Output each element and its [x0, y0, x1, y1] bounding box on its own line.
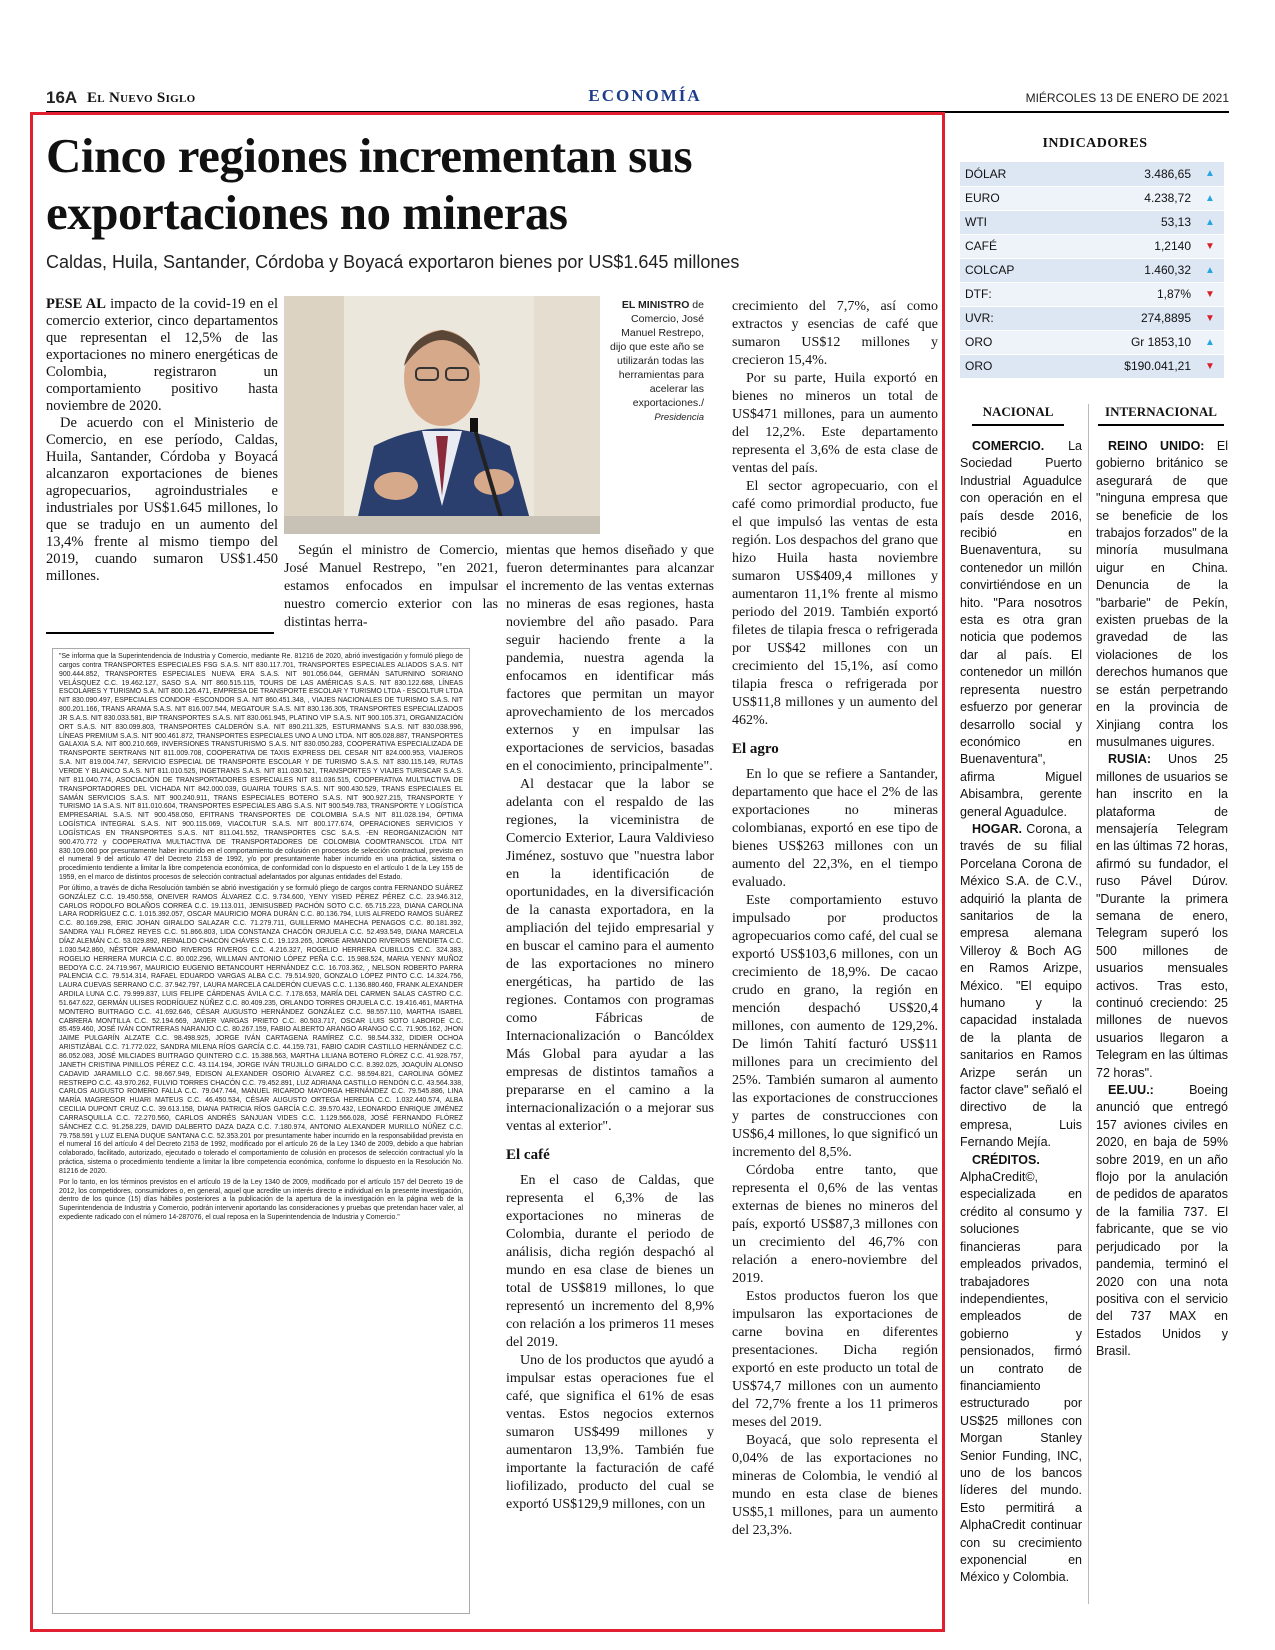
indicator-value: 1,87% [1063, 282, 1196, 306]
indicator-row [960, 162, 1224, 186]
item-lead: HOGAR. [972, 821, 1022, 836]
indicator-row [960, 330, 1224, 354]
item-lead: CRÉDITOS. [972, 1152, 1040, 1167]
item-text: Boeing anunció que entregó 157 aviones civiles en 2020, en baja de 59% sobre 2019, en un año flojo por la anulación de pedidos de aparatos de la familia 737. El fabricante, que se vio perjudicado por la pandemia, terminó el 2020 con una nota positiva con el servicio del 737 MAX en Estados Unidos y Brasil. [1096, 1083, 1228, 1359]
arrow-down-icon: ▼ [1196, 354, 1224, 378]
paragraph: En el caso de Caldas, que representa el 6,3% de las exportaciones no mineras de Colombia, durante el periodo de análisis, dicha región despachó al mundo en esa clase de bienes un total de US$819 millones, lo que representó un incremento del 8,9% con relación a los primeros 11 meses del 2019. [506, 1173, 714, 1350]
legal-paragraph: "Se informa que la Superintendencia de Industria y Comercio, mediante Re. 81216 de 2020, abrió investigación y formuló pliego de cargos contra TRANSPORTES ESPECIALES FSG S.A.S. NIT 830.117.701, TRANSPORTES ESPECIALES ALIADOS S.A.S. NIT 900.444.852, TRANSPORTES ESPECIALES NUEVA ERA S.A.S. NIT 901.056.044, GERMÁN SATURNINO SORIANO VELÁSQUEZ C.C. 19.462.127, SASO S.A. NIT 860.515.115, TOURS DE LAS AMÉRICAS S.A.S. NIT 830.122.688, LÍNEAS ESCOLARES Y TURISMO S.A. NIT 800.126.471, EMPRESA DE TRANSPORTE ESCOLAR Y TURISMO LTDA - ESCOLTUR LTDA NIT 830.090.497, ESPECIALES CONDOR -ESCONDOR S.A. NIT 860.451.348, , VIAJES NACIONALES DE TURISMO S.A.S. NIT 800.201.166, TRANS ARAMA S.A.S. NIT 816.007.544, MEGATOUR S.A.S. NIT 830.136.305, TRANSPORTES ESPECIALIZADOS JR S.A.S. NIT 830.033.581, BIP TRANSPORTES S.A.S. NIT 830.061.945, PLATINO VIP S.A.S. NIT 900.105.371, ORGANIZACIÓN ORT S.A.S. NIT 830.099.803, TRANSPORTES CALDERÓN S.A. NIT 890.211.325, ESTURMANNS S.A.S. NIT 830.038.996, LÍNEAS PREMIUM S.A.S. NIT 900.461.872, TRANSPORTES ESPECIALES UNO A UNO LTDA. NIT 805.028.887, TRANSPORTES GALAXIA S.A. NIT 800.210.669, INVERSIONES TRANSTURISMO S.A.S. NIT 830.050.283, COOPERATIVA ESPECIALIZADA DE TRANSPORTE SERTRANS NIT 811.009.708, COOPERATIVA DE TAXIS EXPRESS DEL CESAR NIT 824.000.953, VIAJEROS S.A. NIT 819.004.747, SERVICIO ESPECIAL DE TRANSPORTE ESCOLAR Y DE TURISMO S.A.S. NIT 830.115.149, RUTAS VERDE Y BLANCO S.A.S. NIT 811.010.525, INGETRANS S.A.S. NIT 811.030.521, TRANSPORTES Y VIAJES TURISCAR S.A.S. NIT 811.040.774, ASOCIACIÓN DE TRANSPORTADORES ESPECIALES NIT 811.036.515, COOPERATIVA MULTIACTIVA DE TRANSPORTADORES DEL VICHADA NIT 842.000.039, GUAIRIA TOURS S.A.S. NIT 900.430.529, TRANS ESPECIALES EL SAMÁN SERVICIOS S.A.S. NIT 900.240.911, TRANS ESPECIALES BOTERO S.A.S. NIT 900.927.215, TRANSPORTE Y TURISMO 1A S.A.S. NIT 811.010.604, TRANSPORTES ESPECIALES ABG S.A.S. NIT 900.549.783, TRANSPORTE Y LOGÍSTICA EMPRESARIAL S.A.S. NIT 900.458.050, EFITRANS TRANSPORTES DE COLOMBIA S.A.S NIT 811.028.194, ÓPTIMA LOGÍSTICA INTEGRAL S.A.S. NIT 900.115.069, VIACOLTUR S.A.S. NIT 800.177.674, OPERACIONES SERVICIOS Y LOGÍSTICAS EN TRANSPORTES S.A.S. NIT 811.041.552, TRANSPORTES CSC S.A.S. -EN REORGANIZACIÓN NIT 900.470.772 y COOPERATIVA MULTIACTIVA DE TRANSPORTADORES DE COLOMBIA COOMTRANSCOL LTDA NIT 830.109.060 por presuntamente haber incurrido en el comportamiento de colusión en procesos de selección contractual, previsto en el numeral 9 del artículo 47 del Decreto 2153 de 1992, y/o por presuntamente haber incurrido en una práctica, sistema o procedimiento tendiente a limitar la libre competencia económica, de conformidad con lo dispuesto en el artículo 1 de la Ley 155 de 1959, en el marco de distintos procesos de selección contractual adelantados por algunas entidades del Estado. [59, 653, 463, 882]
indicator-row [960, 186, 1224, 210]
indicator-name: DTF: [960, 282, 1063, 306]
page-number: 16A [46, 88, 78, 107]
legal-notice [52, 648, 470, 1614]
column-divider [46, 632, 274, 634]
paragraph: Estos productos fueron los que impulsaron las exportaciones de carne bovina en diferentes presentaciones. Dicha región exportó en este producto un total de US$74,7 millones con un aumento del 72,7% frente a los 11 primeros meses del 2019. [732, 1289, 938, 1430]
arrow-up-icon: ▲ [1196, 186, 1224, 210]
newspaper-name: El Nuevo Siglo [87, 90, 196, 106]
indicator-name: DÓLAR [960, 162, 1063, 186]
subheadline: Caldas, Huila, Santander, Córdoba y Boyacá exportaron bienes por US$1.645 millones [46, 252, 740, 272]
paragraph [46, 296, 278, 415]
indicator-value: Gr 1853,10 [1063, 330, 1196, 354]
arrow-down-icon: ▼ [1196, 306, 1224, 330]
indicators-title: INDICADORES [1042, 136, 1148, 151]
indicator-value: 1,2140 [1063, 234, 1196, 258]
nacional-item [960, 438, 1082, 821]
news-column-divider [1088, 404, 1089, 1604]
indicator-row [960, 258, 1224, 282]
nacional-item [960, 821, 1082, 1152]
item-lead: REINO UNIDO: [1108, 439, 1205, 453]
indicator-row [960, 354, 1224, 378]
internacional-item [1096, 438, 1228, 751]
indicator-row [960, 306, 1224, 330]
paragraph: Por su parte, Huila exportó en bienes no mineros un total de US$471 millones, para un aumento del 12,2%. Este departamento representa el 3,6% de esta clase de ventas del país. [732, 371, 938, 476]
paragraph: crecimiento del 7,7%, así como extractos y esencias de café que sumaron US$12 millones y crecieron 15,4%. [732, 299, 938, 368]
indicator-name: UVR: [960, 306, 1063, 330]
item-lead: EE.UU.: [1108, 1083, 1154, 1098]
indicator-row [960, 210, 1224, 234]
indicator-name: COLCAP [960, 258, 1063, 282]
legal-paragraph: Por último, a través de dicha Resolución también se abrió investigación y se formuló pliego de cargos contra FERNANDO SUÁREZ GONZÁLEZ C.C. 19.450.558, ONEIVER RAMOS ÁLVAREZ C.C. 9.734.600, YENY YISED PÉREZ PÉREZ C.C. 23.946.312, CARLOS RODOLFO BOLAÑOS CORREA C.C. 19.113.011, JENISUSBED PACHÓN SOTO C.C. 65.715.223, DIANA CAROLINA LARA RODRÍGUEZ C.C. 1.015.392.057, OSCAR MAURICIO MORA DURÁN C.C. 80.136.794, LUIS ALFREDO RAMOS SUÁREZ C.C. 80.169.298, ERIC JOHAN GIRALDO SALAZAR C.C. 71.279.711, GUILLERMO MAHECHA PENAGOS C.C. 80.181.392, SANDRA YALI FLÓREZ REYES C.C. 51.866.803, LIDA CONSTANZA CHACÓN ORJUELA C.C. 52.493.549, DIANA MARCELA DÍAZ ALEMÁN C.C. 53.029.892, REINALDO CHACÓN CHÁVES C.C. 19.123.265, JORGE ARMANDO RIVEROS MENDIETA C.C. 1.030.542.860, NÉSTOR ARMANDO RIVEROS RIVEROS C.C. 4.216.327, ROGELIO HERRERA CUBILLOS C.C. 324.383, ROGELIO HERRERA MURCIA C.C. 80.002.296, WILLMAN ANTONIO LÓPEZ PEÑA C.C. 15.988.524, MARIA YENNY MUÑOZ BEDOYA C.C. 24.719.967, MAURICIO EUGENIO BETANCOURT HERNÁNDEZ C.C. 16.703.362, , NELSON ROBERTO PARRA PALENCIA C.C. 79.514.314, RAFAEL EDUARDO VARGAS ALBA C.C. 79.514.920, GONZALO LÓPEZ PINTO C.C. 14.324.756, LAURA CUEVAS SERRANO C.C. 37.942.797, LAURA MARCELA CALDERÓN CUEVAS C.C. 1.136.880.460, FRANK ALEXANDER ARDILA LUNA C.C. 79.999.837, LUIS FELIPE CÁRDENAS ÁVILA C.C. 7.178.653, MARÍA DEL CARMEN SALAS CASTRO C.C. 51.647.622, GERMÁN ULISES RODRÍGUEZ NÚÑEZ C.C. 80.409.235, ORLANDO TORRES ORJUELA C.C. 19.416.461, MARTHA MONTERO BUITRAGO C.C. 41.692.646, CÉSAR AUGUSTO HERNÁNDEZ GONZÁLEZ C.C. 98.557.110, MARTHA ISABEL CABRERA MONTILLA C.C. 52.194.669, JAVIER VARGAS PRIETO C.C. 80.503.717, OSCAR LUIS SOTO LABORDE C.C. 85.459.460, JOSÉ IVÁN CONTRERAS NARANJO C.C. 80.267.159, FABIO ALBERTO ARANGO ARANGO C.C. 71.905.162, JHON JAIME PULGARÍN ALZATE C.C. 98.498.925, JORGE IVÁN CARTAGENA RAMÍREZ C.C. 98.544.332, DIDIER OCHOA ARISTIZÁBAL C.C. 71.772.022, SANDRA MILENA RÍOS GARCÍA C.C. 44.159.731, FABIO CADIR CASTILLO HERNÁNDEZ C.C. 86.052.083, JOSÉ MILCIADES BUITRAGO QUINTERO C.C. 15.388.563, MARTHA LILIANA BOTERO FLÓREZ C.C. 41.928.757, JANETH CRISTINA PINILLOS PÉREZ C.C. 43.114.194, JORGE IVÁN TRUJILLO GIRALDO C.C. 8.392.025, JOAQUÍN ALONSO CADAVID JARAMILLO C.C. 98.667.949, EDISON ALEXANDER OSORIO ÁLVAREZ C.C. 98.594.821, CAROLINA GÓMEZ RESTREPO C.C. 43.970.262, FULVIO TORRES CHACÓN C.C. 79.452.891, LUZ ADRIANA CASTILLO RENDÓN C.C. 43.564.338, CARLOS AUGUSTO ROMERO FALLA C.C. 79.047.744, MANUEL RICARDO MAYORGA HERNÁNDEZ C.C. 79.545.886, LINA MARÍA MAGREGOR HUARI MATEUS C.C. 46.450.534, CÉSAR AUGUSTO ORTEGA HEREDIA C.C. 1.032.440.574, ALBA CECILIA DUPONT CRUZ C.C. 39.613.158, DIANA PATRICIA RÍOS GARCÍA C.C. 39.570.432, LEONARDO ENRIQUE JIMÉNEZ CARRASQUILLA C.C. 72.270.560, CARLOS ANDRÉS SANJUAN VIDES C.C. 1.129.566.028, JOSÉ FERNANDO FLÓREZ SÁNCHEZ C.C. 91.258.229, DAVID DALBERTO DAZA DAZA C.C. 7.180.974, ANTONIO ALEXANDER MURILLO NÚÑEZ C.C. 79.758.591 y LUZ ELENA DUQUE SANTANA C.C. 52.353.201 por presuntamente haber incurrido en la responsabilidad prevista en el numeral 16 del artículo 4 del Decreto 2153 de 1992, modificado por el artículo 26 de la Ley 1340 de 2009, debido a que habrían colaborado, facilitado, autorizado, ejecutado o tolerado el comportamiento de colusión en procesos de selección contractual y/o la práctica, sistema o procedimiento tendiente a limitar la libre competencia económica, conforme lo dispuesto en la Resolución No. 81216 de 2020. [59, 884, 463, 1175]
headline: Cinco regiones incrementan sus exportaciones no mineras [46, 128, 693, 240]
indicators-table [960, 162, 1224, 379]
arrow-up-icon: ▲ [1196, 258, 1224, 282]
indicator-name: ORO [960, 354, 1063, 378]
indicator-name: CAFÉ [960, 234, 1063, 258]
nacional-item [960, 1152, 1082, 1587]
indicator-value: 3.486,65 [1063, 162, 1196, 186]
photo-caption [602, 298, 704, 425]
internacional-item [1096, 751, 1228, 1082]
item-text: Unos 25 millones de usuarios se han inscrito en la plataforma de mensajería Telegram en las últimas 72 horas, afirmó su fundador, el ruso Pável Dúrov. "Durante la primera semana de enero, Telegram superó los 500 millones de usuarios mensuales activos. Tras esto, continuó creciendo: 25 millones de nuevos usuarios llegaron a Telegram en las últimas 72 horas". [1096, 752, 1229, 1080]
item-lead: RUSIA: [1108, 752, 1152, 767]
arrow-down-icon: ▼ [1196, 282, 1224, 306]
caption-lead: EL MINISTRO [621, 299, 690, 311]
paragraph: De acuerdo con el Ministerio de Comercio, en ese período, Caldas, Huila, Santander, Córdoba y Boyacá alcanzaron exportaciones de bienes agropecuarios, agroindustriales e industriales por US$1.645 millones, lo que se tradujo en un aumento del 13,4% frente al mismo tiempo del 2019, cuando sumaron US$1.450 millones. [46, 415, 278, 584]
publication-date: MIÉRCOLES 13 DE ENERO DE 2021 [1025, 91, 1229, 105]
section-title: ECONOMÍA [588, 86, 702, 105]
paragraph: El sector agropecuario, con el café como primordial producto, fue el que impulsó las ventas de esta región. Los despachos del grano que hizo Huila hasta noviembre sumaron US$409,4 millones y aumentaron 11,1% frente al mismo periodo del 2019. También exportó filetes de tilapia fresca o refrigerada por US$42 millones con un crecimiento del 15,1%, así como tilapia fresca o refrigerada por US$11,8 millones y un aumento del 462%. [732, 479, 938, 728]
item-text: Corona, a través de su filial Porcelana Corona de México S.A. de C.V., adquirió la planta de sanitarios de la empresa alemana Villeroy & Boch AG en Ramos Arizpe, México. "El equipo humano y la capacidad instalada de la planta de sanitarios en Ramos Arizpe serán un factor clave" señaló el directivo de la empresa, Luis Fernando Mejía. [960, 821, 1082, 1150]
article-column-4 [732, 298, 938, 1540]
arrow-up-icon: ▲ [1196, 330, 1224, 354]
indicator-value: 4.238,72 [1063, 186, 1196, 210]
indicator-value: 274,8895 [1063, 306, 1196, 330]
subhead-agro: El agro [732, 741, 779, 757]
paragraph: Este comportamiento estuvo impulsado por productos agropecuarios como café, del cual se exportó US$103,6 millones, con un crecimiento de 18,9%. De cacao crudo en grano, la región en mención despachó US$20,4 millones, con aumento de 129,2%. De limón Tahití facturó US$11 millones para un crecimiento del 25%. También sumaron al aumento las exportaciones de construcciones y partes de construcciones con US$6,4 millones, lo que significó un incremento del 8,5%. [732, 893, 939, 1160]
indicator-value: $190.041,21 [1063, 354, 1196, 378]
article-column-1 [46, 296, 278, 585]
item-lead: COMERCIO. [972, 439, 1045, 453]
internacional-title: INTERNACIONAL [1098, 404, 1224, 426]
indicator-name: WTI [960, 210, 1063, 234]
nacional-title: NACIONAL [972, 404, 1064, 426]
caption-text: de Comercio, José Manuel Restrepo, dijo que este año se utilizarán todas las herramientas para acelerar las exportaciones./ [610, 299, 704, 409]
paragraph: Según el ministro de Comercio, José Manuel Restrepo, "en 2021, estamos enfocados en impulsar nuestro comercio exterior con las distintas herra- [284, 543, 498, 630]
paragraph: Boyacá, que solo representa el 0,04% de las exportaciones no mineras de Colombia, le vendió al mundo en esta clase de bienes US$5,1 millones, para un aumento del 23,3%. [732, 1433, 938, 1538]
minister-photo [284, 296, 600, 534]
paragraph: mientas que hemos diseñado y que fueron determinantes para alcanzar el incremento de las ventas externas no mineras de esas regiones, hasta noviembre del año pasado. Para seguir haciendo frente a la pandemia, nuestra agenda la enfocamos en identificar más factores que permitan un mayor aprovechamiento de los mercados externos y en impulsar las exportaciones de servicios, basadas en el conocimiento, principalmente". [506, 543, 714, 774]
indicator-value: 1.460,32 [1063, 258, 1196, 282]
paragraph: Al destacar que la labor se adelanta con el respaldo de las regiones, la viceministra de Comercio Exterior, Laura Valdivieso Jiménez, sostuvo que "nuestra labor en la identificación de oportunidades, en la diversificación de la canasta exportadora, en la ampliación del tejido empresarial y en buscar el camino para el aumento de las exportaciones no minero energéticas, ha partido de las regiones. Contamos con programas como Fábricas de Internacionalización o Bancóldex Más Global para ayudar a las empresas de distintos tamaños a prepararse en el camino a la internacionalización o a mejorar sus ventas al exterior". [506, 777, 714, 1134]
legal-paragraph: Por lo tanto, en los términos previstos en el artículo 19 de la Ley 1340 de 2009, modificado por el artículo 157 del Decreto 19 de 2012, los competidores, consumidores o, en general, aquel que acredite un interés directo e individual en la presente investigación, dentro de los quince (15) días hábiles posteriores a la publicación de la apertura de la investigación en la página web de la Superintendencia de Industria y Comercio, podrán intervenir aportando las consideraciones y pruebas que pretendan hacer valer, al expediente radicado con el número 14-287076, el cual reposa en la Superintendencia de Industria y Comercio." [59, 1178, 463, 1222]
nacional-column [960, 438, 1082, 1587]
arrow-down-icon: ▼ [1196, 234, 1224, 258]
item-text: El gobierno británico se asegurará de que "ninguna empresa que se beneficie de los trabajos forzados" de la minoría musulmana uigur en China. Denuncia de la "barbarie" de Pekín, existen pruebas de la gravedad de las violaciones de los derechos humanos que se están perpetrando en la provincia de Xinjiang contra los musulmanes uigures. [1096, 439, 1228, 749]
paragraph-text: impacto de la covid-19 en el comercio exterior, cinco departamentos que representan el 12,5% de las exportaciones no minero energéticas de Colombia, registraron un comportamiento positivo hasta noviembre de 2020. [46, 296, 278, 414]
lead-word: PESE AL [46, 296, 106, 312]
internacional-item [1096, 1082, 1228, 1361]
item-text: AlphaCredit©, especializada en crédito al consumo y soluciones financieras para empleados privados, trabajadores independientes, empleados de gobierno y pensionados, firmó un contrato de financiamiento estructurado por US$25 millones con Morgan Stanley Senior Funding, INC, uno de los bancos líderes del mundo. Esto permitirá a AlphaCredit continuar con su crecimiento exponencial en México y Colombia. [960, 1170, 1082, 1585]
arrow-up-icon: ▲ [1196, 210, 1224, 234]
indicator-name: EURO [960, 186, 1063, 210]
item-text: La Sociedad Puerto Industrial Aguadulce con operación en el país desde 2016, recibió en Buenaventura, su contenedor un millón convirtiéndose en un hito. "Para nosotros esta es otra gran noticia que podemos dar al país. El contenedor un millón representa nuestro esfuerzo por generar desarrollo social y económico en Buenaventura", afirma Miguel Abisambra, gerente general Aguadulce. [960, 439, 1082, 819]
article-column-3 [506, 542, 714, 1514]
photo-credit: Presidencia [654, 412, 704, 423]
internacional-column [1096, 438, 1228, 1361]
paragraph: Córdoba entre tanto, que representa el 0,6% de las ventas externas de bienes no mineros del país, exportó US$87,3 millones con un crecimiento del 46,7% con relación a enero-noviembre del 2019. [732, 1163, 938, 1286]
indicator-row [960, 282, 1224, 306]
article-column-2 [284, 542, 498, 632]
subhead-cafe: El café [506, 1147, 550, 1163]
indicator-name: ORO [960, 330, 1063, 354]
indicator-row [960, 234, 1224, 258]
arrow-up-icon: ▲ [1196, 162, 1224, 186]
indicator-value: 53,13 [1063, 210, 1196, 234]
paragraph: En lo que se refiere a Santander, departamento que hace el 2% de las exportaciones no mineras colombianas, exportó en ese tipo de bienes US$263 millones con un aumento del 22,3%, en el tiempo evaluado. [732, 767, 938, 890]
paragraph: Uno de los productos que ayudó a impulsar estas operaciones fue el café, que significa el 61% de esas ventas. Estos negocios externos sumaron US$499 millones y aumentaron 13,9%. También fue importante la facturación de café liofilizado, producto del cual se exportó US$129,9 millones, con un [506, 1353, 714, 1512]
